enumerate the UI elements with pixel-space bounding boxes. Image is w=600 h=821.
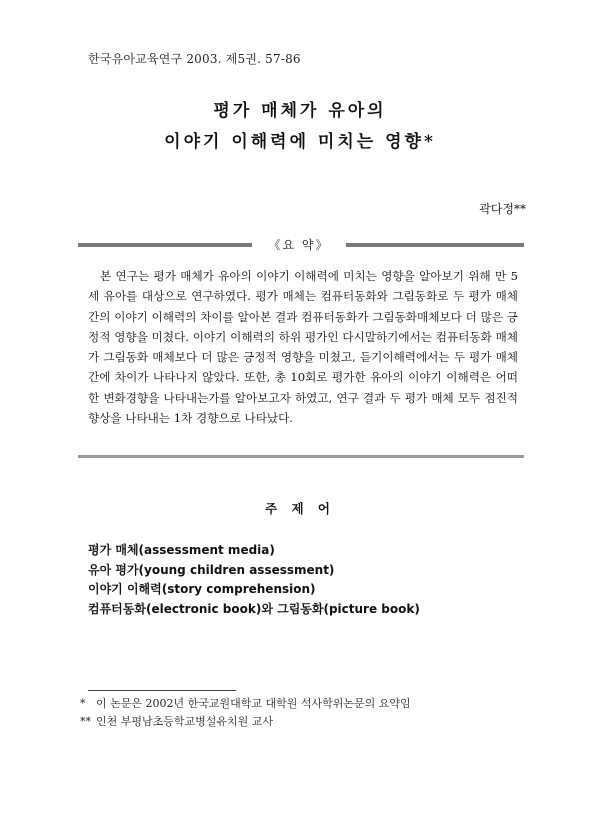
- keywords-heading: 주 제 어: [265, 501, 335, 516]
- footnote-mark: **: [80, 715, 91, 728]
- footnote-mark: *: [80, 697, 86, 710]
- paper-title-line-2: 이야기 이해력에 미치는 영향*: [164, 132, 436, 152]
- keyword-item: 이야기 이해력(story comprehension): [88, 582, 316, 596]
- footnote-item: [80, 695, 411, 713]
- journal-citation: 한국유아교육연구 2003. 제5권. 57-86: [88, 52, 301, 66]
- paper-title-line-1: 평가 매체가 유아의: [213, 101, 387, 121]
- keyword-item: 컴퓨터동화(electronic book)와 그림동화(picture book): [88, 601, 420, 616]
- abstract-rule-right: [346, 243, 524, 247]
- abstract-heading: 《요 약》: [268, 238, 330, 252]
- keywords-list: [88, 541, 420, 619]
- footnotes: [80, 695, 411, 731]
- footnote-text: 이 논문은 2002년 한국교원대학교 대학원 석사학위논문의 요약임: [96, 697, 411, 710]
- abstract-body: 본 연구는 평가 매체가 유아의 이야기 이해력에 미치는 영향을 알아보기 위해 만 5세 유아를 대상으로 연구하였다. 평가 매체는 컴퓨터동화와 그림동화로 두 평가 매체간의 이야기 이해력의 차이를 알아본 결과 컴퓨터동화가 그림동화매체보다 더 많은 긍정적 영향을 미쳤다. 이야기 이해력의 하위 평가인 다시말하기에서는 컴퓨터동화 매체가 그림동화 매체보다 더 많은 긍정적 영향을 미쳤고, 듣기이해력에서는 두 평가 매체간에 차이가 나타나지 않았다. 또한, 총 10회로 평가한 유아의 이야기 이해력은 어떠한 변화경향을 나타내는가를 알아보고자 하였고, 연구 결과 두 평가 매체 모두 점진적 향상을 나타내는 1차 경향으로 나타났다.: [88, 269, 518, 426]
- keyword-item: 평가 매체(assessment media): [88, 543, 275, 557]
- author-name: 곽다정**: [479, 202, 526, 216]
- keyword-item: 유아 평가(young children assessment): [88, 562, 335, 577]
- footnote-text: 인천 부평남초등학교병설유치원 교사: [96, 715, 274, 728]
- abstract-rule-left: [78, 243, 252, 247]
- footnote-item: [80, 713, 411, 731]
- footnote-separator: [88, 690, 236, 691]
- abstract-rule-bottom: [78, 455, 524, 458]
